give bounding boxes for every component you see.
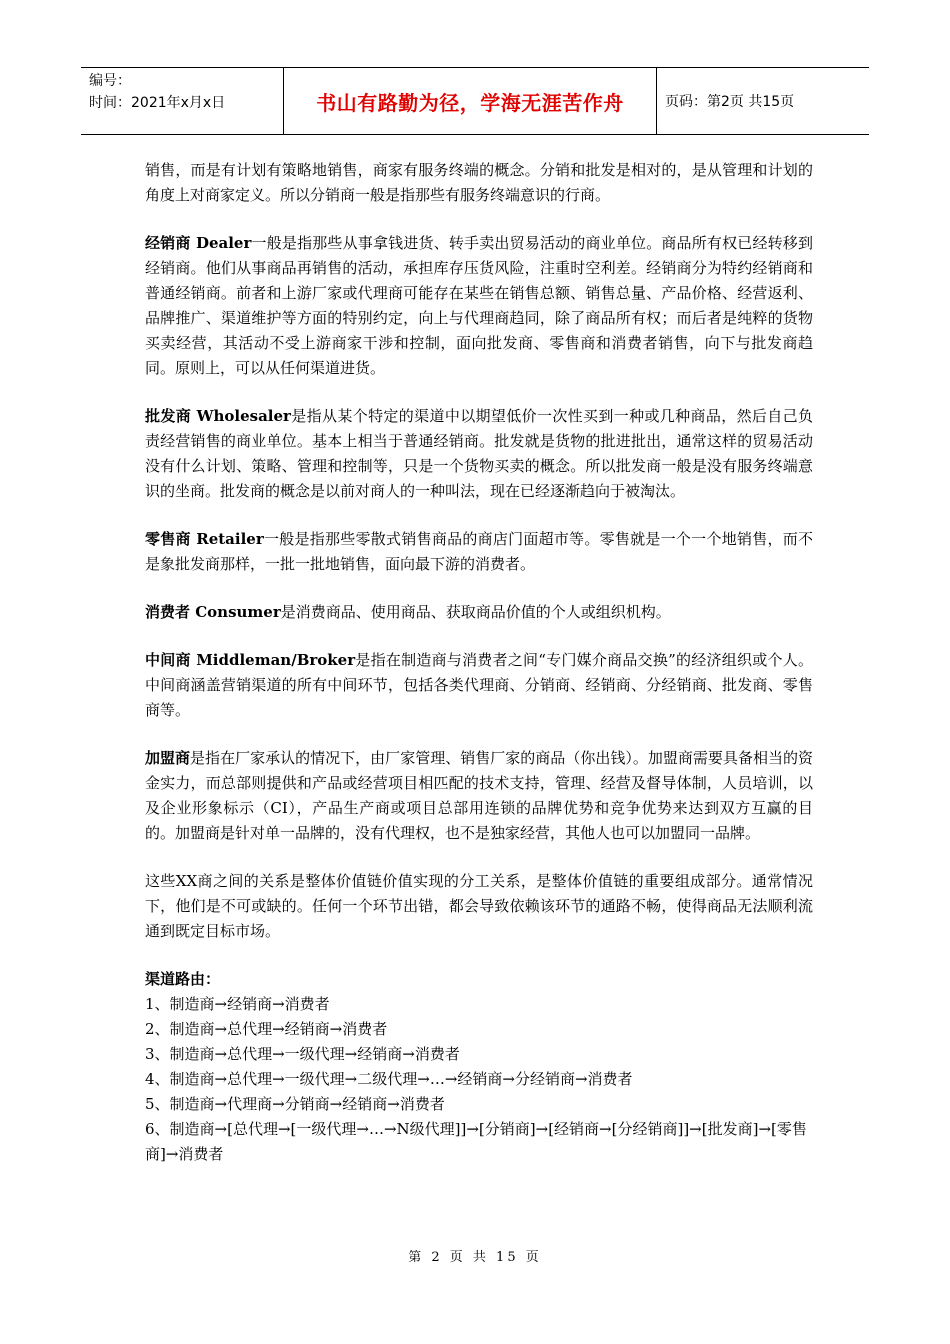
paragraph-text: 是指在制造商与消费者之间“专门媒介商品交换”的经济组织或个人。中间商涵盖营销渠道的所有中间环节，包括各类代理商、分销商、经销商、分经销商、批发商、零售商等。 [145,651,813,719]
route-item: 4、制造商→总代理→一级代理→二级代理→…→经销商→分经销商→消费者 [145,1070,633,1088]
paragraph-consumer [145,600,813,625]
paragraph-text: 一般是指那些从事拿钱进货、转手卖出贸易活动的商业单位。商品所有权已经转移到经销商。他们从事商品再销售的活动，承担库存压货风险，注重时空利差。经销商分为特约经销商和普通经销商。前者和上游厂家或代理商可能存在某些在销售总额、销售总量、产品价格、经营返利、品牌推广、渠道维护等方面的特别约定，向上与代理商趋同，除了商品所有权；而后者是纯粹的货物买卖经营，其活动不受上游商家干涉和控制，面向批发商、零售商和消费者销售，向下与批发商趋同。原则上，可以从任何渠道进货。 [145,234,813,377]
paragraph-text: 这些XX商之间的关系是整体价值链价值实现的分工关系，是整体价值链的重要组成部分。通常情况下，他们是不可或缺的。任何一个环节出错，都会导致依赖该环节的通路不畅，使得商品无法顺利流通到既定目标市场。 [145,872,813,940]
paragraph-text: 是消费商品、使用商品、获取商品价值的个人或组织机构。 [280,603,671,621]
footer-page-number: 第 2 页 共 15 页 [408,1250,542,1265]
header-motto-cell [284,68,657,134]
paragraph-term: 零售商 Retailer [145,530,264,548]
paragraph-wholesaler [145,404,813,504]
document-number-label: 编号： [89,73,131,89]
paragraph-franchisee [145,746,813,846]
paragraph-term: 加盟商 [145,749,191,767]
route-item: 5、制造商→代理商→分销商→经销商→消费者 [145,1095,445,1113]
paragraph-retailer [145,527,813,577]
page-header [81,67,869,135]
routes-title: 渠道路由： [145,970,221,988]
route-item: 3、制造商→总代理→一级代理→经销商→消费者 [145,1045,460,1063]
paragraph-text: 一般是指那些零散式销售商品的商店门面超市等。零售就是一个一个地销售，而不是象批发商那样，一批一批地销售，面向最下游的消费者。 [145,530,813,573]
paragraph-intro [145,158,813,208]
header-page-cell [657,68,869,134]
paragraph-text: 销售，而是有计划有策略地销售，商家有服务终端的概念。分销和批发是相对的，是从管理和计划的角度上对商家定义。所以分销商一般是指那些有服务终端意识的行商。 [145,161,813,204]
paragraph-middleman [145,648,813,723]
header-page-number: 页码：第2页 共15页 [665,94,795,110]
paragraph-text: 是指在厂家承认的情况下，由厂家管理、销售厂家的商品（你出钱）。加盟商需要具备相当的资金实力，而总部则提供和产品或经营项目相匹配的技术支持，管理、经营及督导体制，人员培训，以及企业形象标示（CI），产品生产商或项目总部用连锁的品牌优势和竞争优势来达到双方互赢的目的。加盟商是针对单一品牌的，没有代理权，也不是独家经营，其他人也可以加盟同一品牌。 [145,749,813,842]
document-time-label: 时间：2021年x月x日 [89,95,226,111]
document-body [145,158,813,1167]
route-item: 6、制造商→[总代理→[一级代理→…→N级代理]]→[分销商]→[经销商→[分经销商]]→[批发商]→[零售商]→消费者 [145,1120,807,1163]
route-item: 1、制造商→经销商→消费者 [145,995,330,1013]
paragraph-relationship [145,869,813,944]
paragraph-dealer [145,231,813,381]
paragraph-term: 批发商 Wholesaler [145,407,291,425]
paragraph-term: 经销商 Dealer [145,234,252,252]
paragraph-term: 中间商 Middleman/Broker [145,651,356,669]
header-meta-cell [81,68,284,134]
header-motto: 书山有路勤为径，学海无涯苦作舟 [316,90,624,115]
route-item: 2、制造商→总代理→经销商→消费者 [145,1020,388,1038]
page-footer [0,1246,950,1265]
paragraph-text: 是指从某个特定的渠道中以期望低价一次性买到一种或几种商品，然后自己负责经营销售的商业单位。基本上相当于普通经销商。批发就是货物的批进批出，通常这样的贸易活动没有什么计划、策略、管理和控制等，只是一个货物买卖的概念。所以批发商一般是没有服务终端意识的坐商。批发商的概念是以前对商人的一种叫法，现在已经逐渐趋向于被淘汰。 [145,407,813,500]
paragraph-term: 消费者 Consumer [145,603,281,621]
